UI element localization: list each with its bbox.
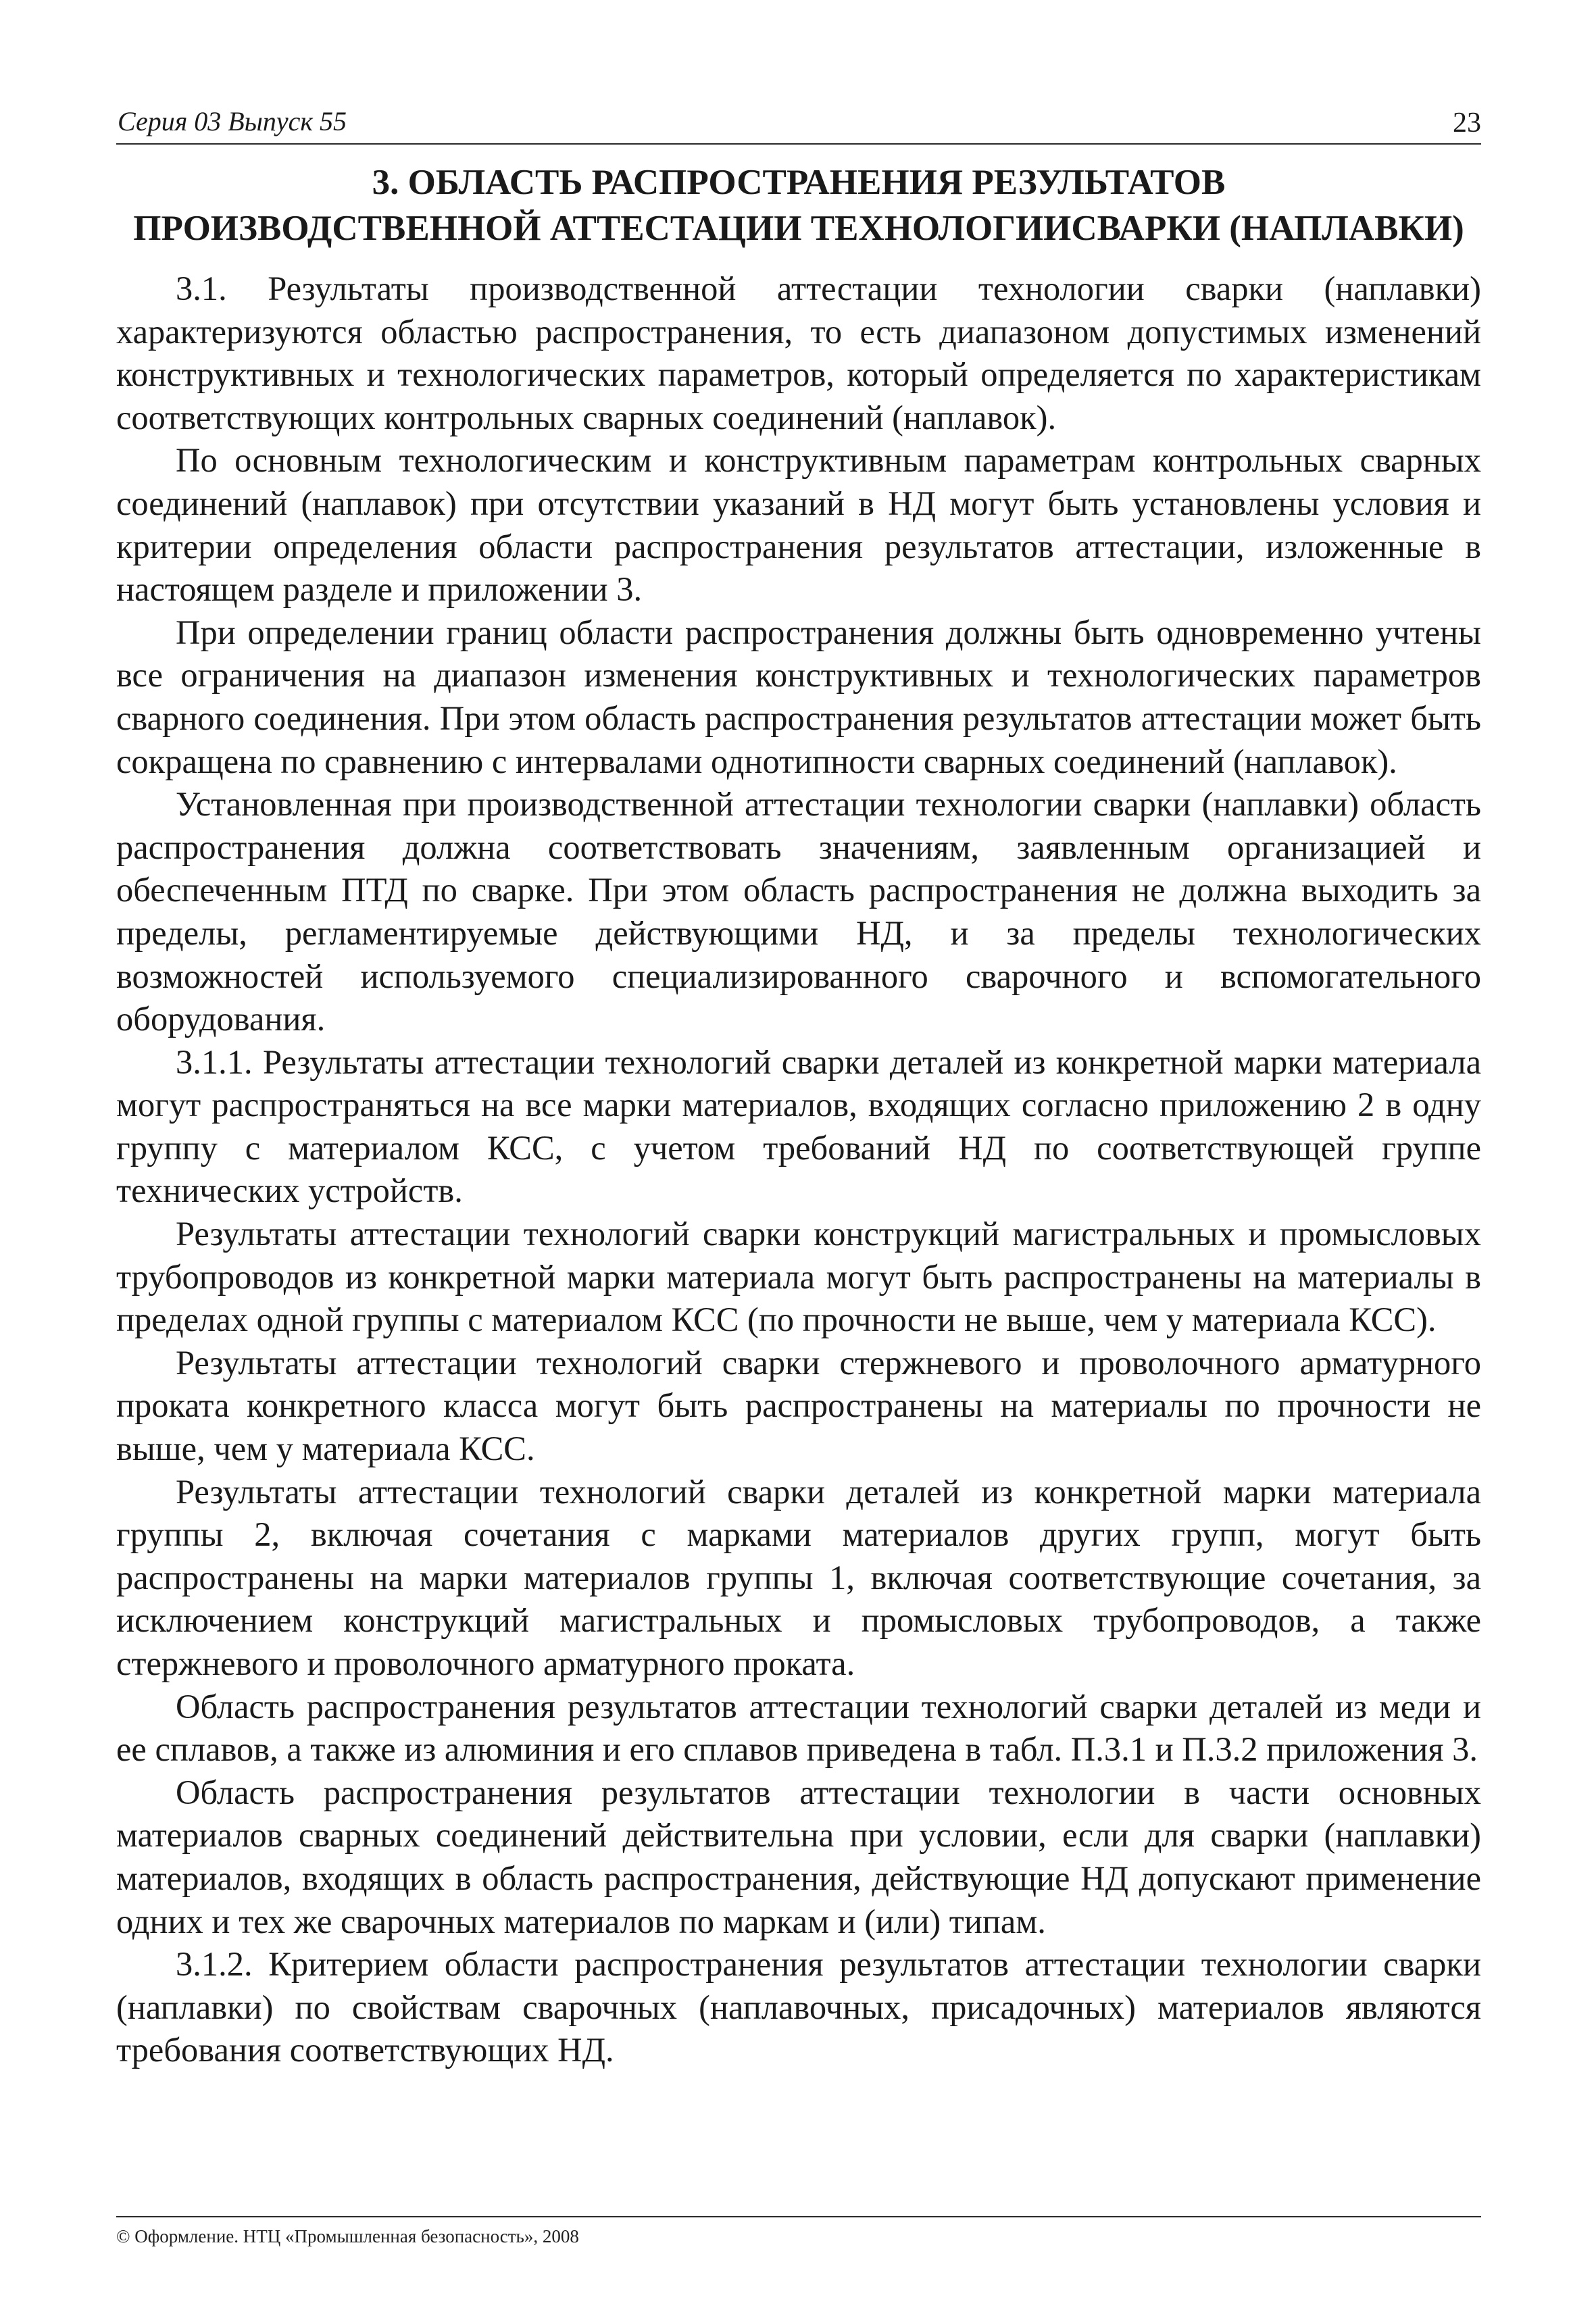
paragraph: Результаты аттестации технологий сварки стержневого и проволочного арматурного проката конкретного класса могут быть распространены на материалы по прочности не выше, чем у материала КСС. [116, 1343, 1481, 1468]
paragraph: При определении границ области распространения должны быть одновременно учтены все ограничения на диапазон изменения конструктивных и технологических параметров сварного соединения. При этом область распространения результатов аттестации может быть сокращена по сравнению с интервалами однотипности сварных соединений (наплавок). [116, 613, 1481, 780]
footer-copyright: © Оформление. НТЦ «Промышленная безопасность», 2008 [116, 2226, 579, 2246]
paragraph: По основным технологическим и конструктивным параметрам контрольных сварных соединений (наплавок) при отсутствии указаний в НД могут быть установлены условия и критерии определения области распространения результатов аттестации, изложенные в настоящем разделе и приложении 3. [116, 441, 1481, 609]
paragraph-3-1-2: 3.1.2. Критерием области распространения результатов аттестации технологии сварки (наплавки) по свойствам сварочных (наплавочных, присадочных) материалов являются требования соответствующих НД. [116, 1945, 1481, 2069]
section-title-line-1: 3. ОБЛАСТЬ РАСПРОСТРАНЕНИЯ РЕЗУЛЬТАТОВ [372, 163, 1226, 202]
running-header [116, 101, 1481, 145]
body-text [116, 268, 1481, 2072]
page-number: 23 [1453, 107, 1481, 139]
paragraph-3-1-1: 3.1.1. Результаты аттестации технологий сварки деталей из конкретной марки материала могут распространяться на все марки материалов, входящих согласно приложению 2 в одну группу с материалом КСС, с учетом требований НД по соответствующей группе технических устройств. [116, 1042, 1481, 1210]
paragraph-3-1: 3.1. Результаты производственной аттестации технологии сварки (наплавки) характеризуются областью распространения, то есть диапазоном допустимых изменений конструктивных и технологических параметров, который определяется по характеристикам соответствующих контрольных сварных соединений (наплавок). [116, 270, 1481, 436]
paragraph: Результаты аттестации технологий сварки деталей из конкретной марки материала группы 2, включая сочетания с марками материалов других групп, могут быть распространены на марки материалов группы 1, включая соответствующие сочетания, за исключением конструкций магистральных и промысловых трубопроводов, а также стержневого и проволочного арматурного проката. [116, 1472, 1481, 1682]
section-title [116, 159, 1481, 251]
series-label: Серия 03 Выпуск 55 [118, 106, 347, 136]
paragraph: Установленная при производственной аттестации технологии сварки (наплавки) область распространения должна соответствовать значениям, заявленным организацией и обеспеченным ПТД по сварке. При этом область распространения не должна выходить за пределы, регламентируемые действующими НД, и за пределы технологических возможностей используемого специализированного сварочного и вспомогательного оборудования. [116, 785, 1481, 1038]
footer-divider [116, 2216, 1481, 2217]
paragraph: Область распространения результатов аттестации технологии в части основных материалов сварных соединений действительна при условии, если для сварки (наплавки) материалов, входящих в область распространения, действующие НД допускают применение одних и тех же сварочных материалов по маркам и (или) типам. [116, 1773, 1481, 1940]
paragraph: Результаты аттестации технологий сварки конструкций магистральных и промысловых трубопроводов из конкретной марки материала могут быть распространены на материалы в пределах одной группы с материалом КСС (по прочности не выше, чем у материала КСС). [116, 1215, 1481, 1339]
paragraph: Область распространения результатов аттестации технологий сварки деталей из меди и ее сплавов, а также из алюминия и его сплавов приведена в табл. П.3.1 и П.3.2 приложения 3. [116, 1687, 1481, 1769]
section-title-line-2: ПРОИЗВОДСТВЕННОЙ АТТЕСТАЦИИ ТЕХНОЛОГИИСВАРКИ (НАПЛАВКИ) [133, 209, 1464, 248]
